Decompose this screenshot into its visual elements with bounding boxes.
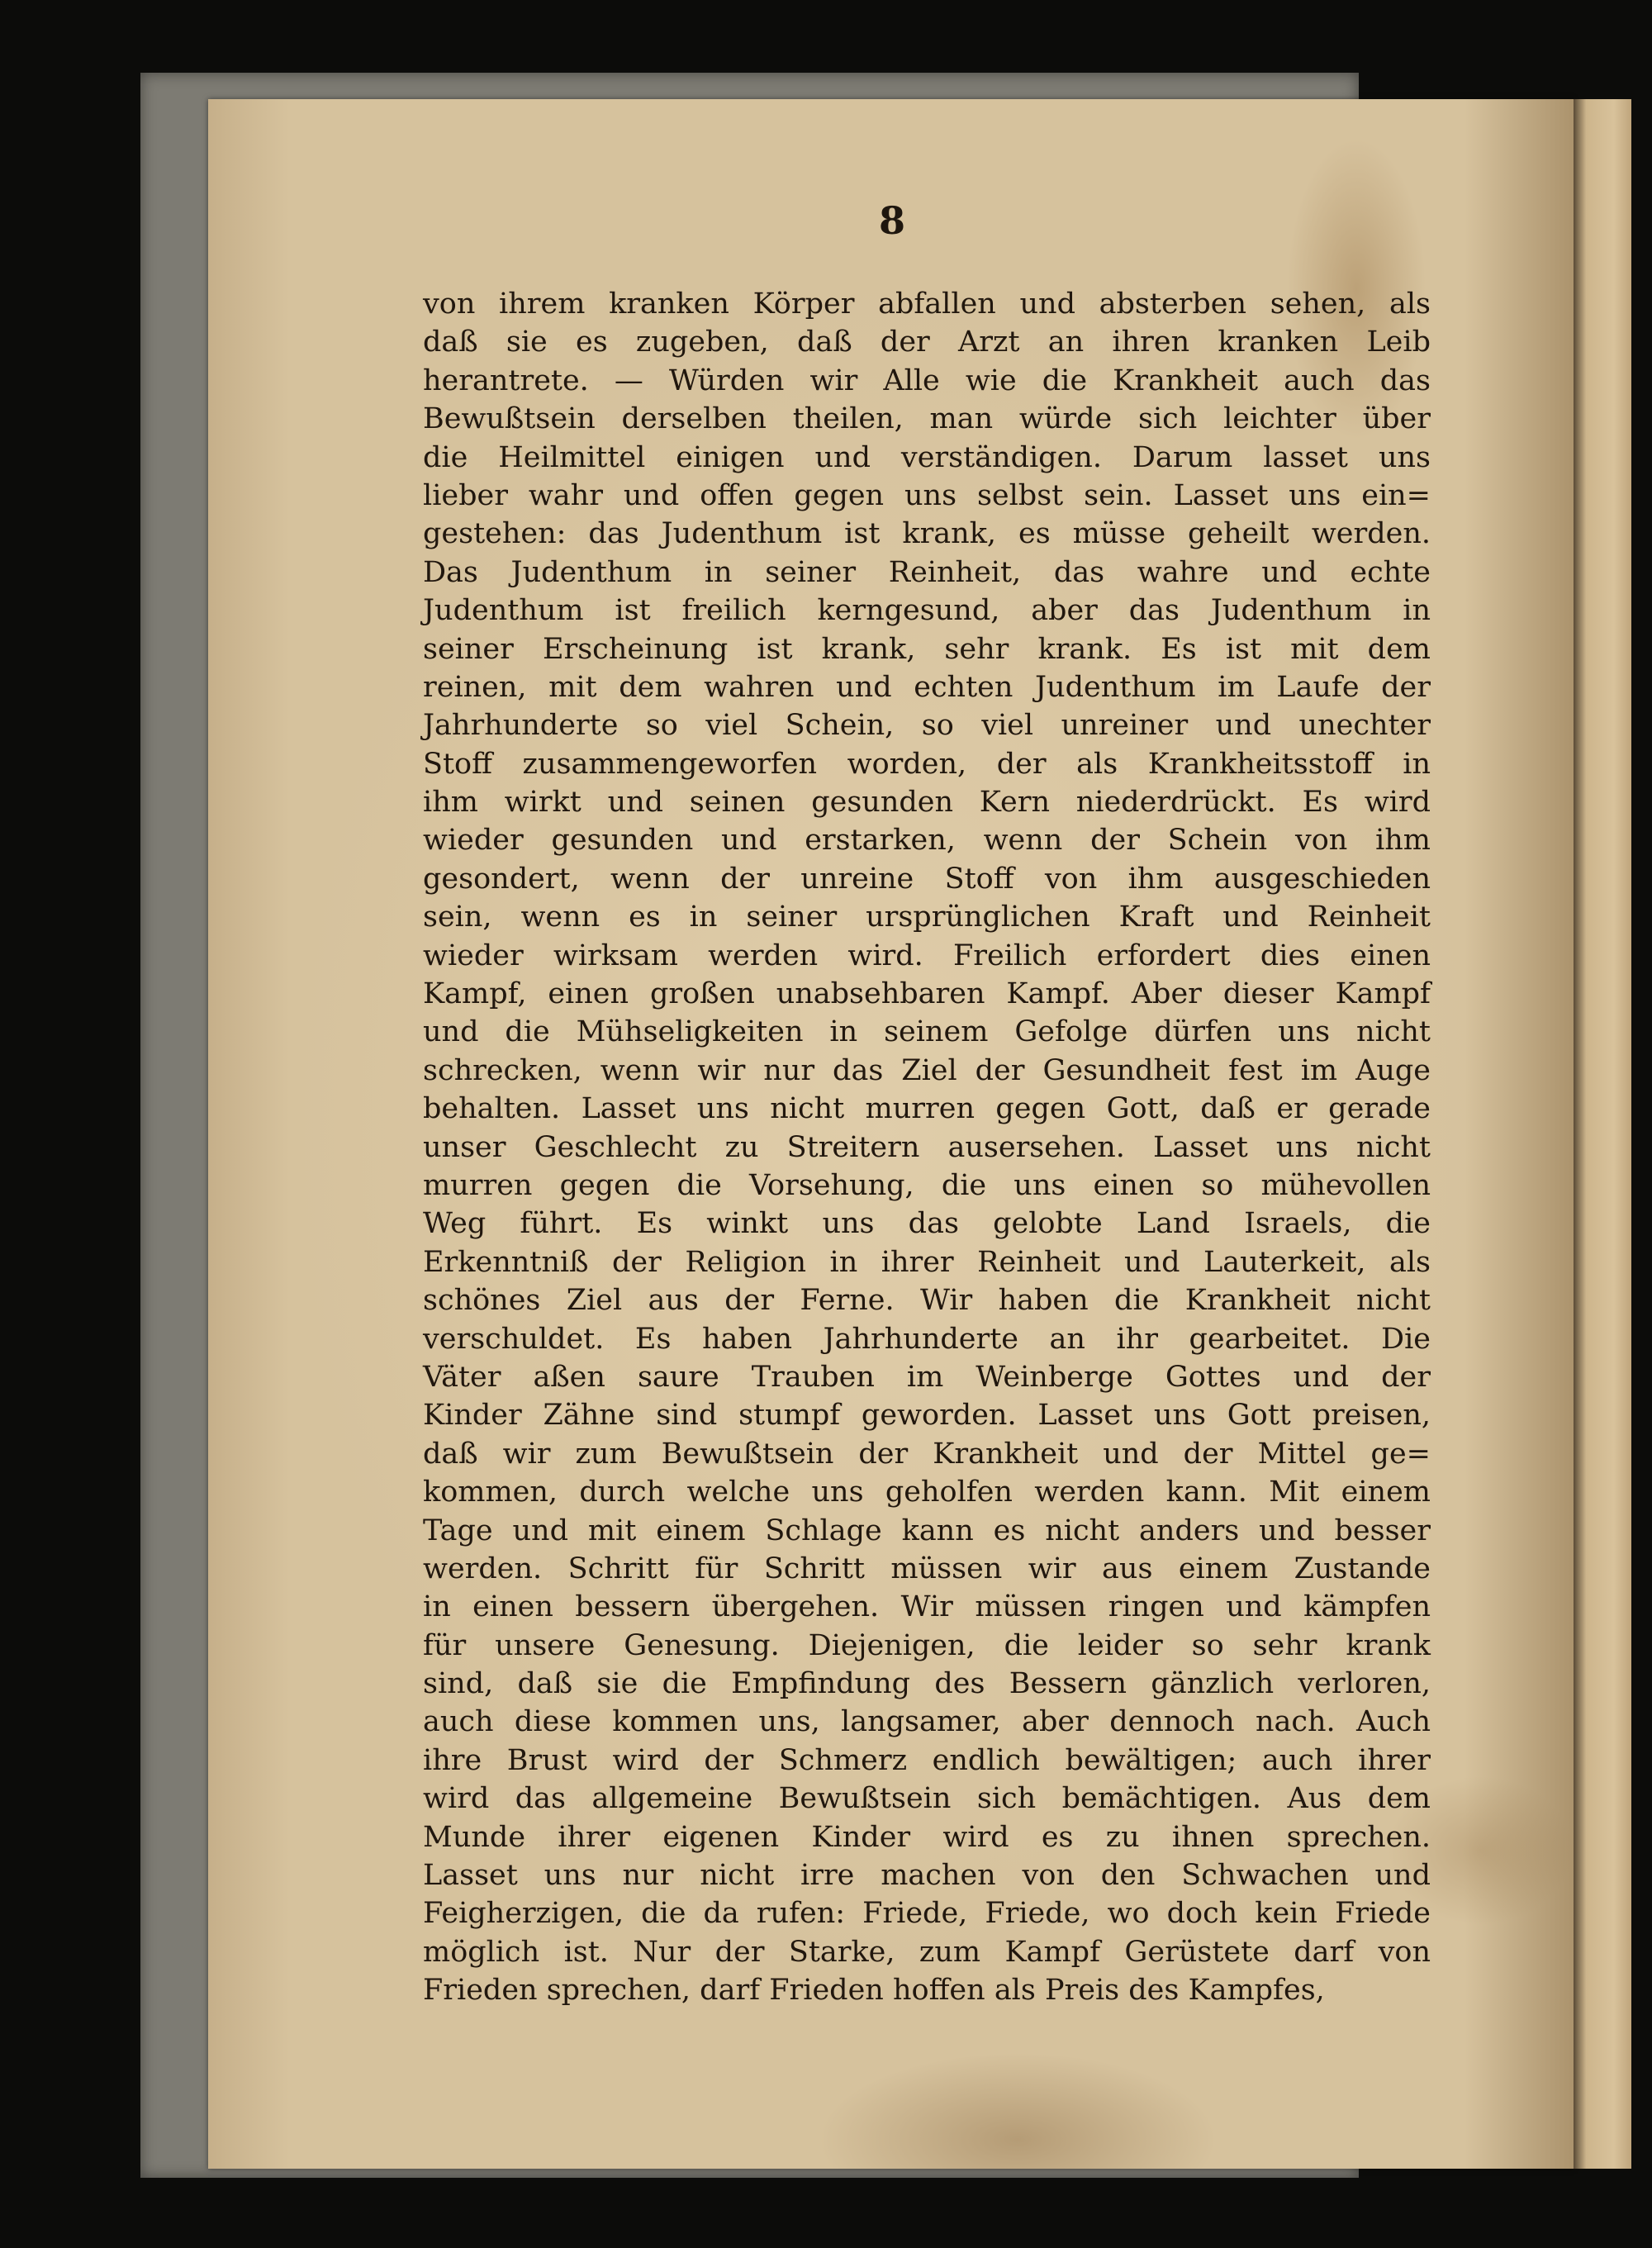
text-line: schrecken, wenn wir nur das Ziel der Gesundheit fest im Auge — [423, 1053, 1431, 1087]
text-line: daß sie es zugeben, daß der Arzt an ihren kranken Leib — [423, 326, 1431, 359]
text-line: daß wir zum Bewußtsein der Krankheit und der Mittel ge= — [423, 1437, 1431, 1471]
text-line: für unsere Genesung. Diejenigen, die leider so sehr krank — [423, 1628, 1431, 1662]
text-line: möglich ist. Nur der Starke, zum Kampf Gerüstete darf von — [423, 1935, 1431, 1969]
text-line: Erkenntniß der Religion in ihrer Reinheit und Lauterkeit, als — [423, 1245, 1431, 1279]
text-line: schönes Ziel aus der Ferne. Wir haben die Krankheit nicht — [423, 1284, 1431, 1318]
text-line: gestehen: das Judenthum ist krank, es müsse geheilt werden. — [423, 517, 1431, 551]
text-line: wieder wirksam werden wird. Freilich erfordert dies einen — [423, 939, 1431, 972]
text-line: lieber wahr und offen gegen uns selbst sein. Lasset uns ein= — [423, 478, 1431, 512]
facing-page-edge — [1574, 99, 1631, 2169]
text-line: von ihrem kranken Körper abfallen und absterben sehen, als — [423, 288, 1431, 321]
text-line: Munde ihrer eigenen Kinder wird es zu ihnen sprechen. — [423, 1820, 1431, 1854]
text-line: Judenthum ist freilich kerngesund, aber das Judenthum in — [423, 594, 1431, 628]
text-line: seiner Erscheinung ist krank, sehr krank. Es ist mit dem — [423, 632, 1431, 666]
text-line: herantrete. — Würden wir Alle wie die Krankheit auch das — [423, 364, 1431, 397]
body-text — [423, 285, 1431, 2045]
text-line: sind, daß sie die Empfindung des Bessern gänzlich verloren, — [423, 1667, 1431, 1701]
text-line: verschuldet. Es haben Jahrhunderte an ihr gearbeitet. Die — [423, 1322, 1431, 1356]
text-line: Tage und mit einem Schlage kann es nicht anders und besser — [423, 1514, 1431, 1547]
text-line: murren gegen die Vorsehung, die uns einen so mühevollen — [423, 1168, 1431, 1202]
text-line: Weg führt. Es winkt uns das gelobte Land Israels, die — [423, 1207, 1431, 1241]
text-line: wird das allgemeine Bewußtsein sich bemächtigen. Aus dem — [423, 1782, 1431, 1816]
text-line: Das Judenthum in seiner Reinheit, das wahre und echte — [423, 555, 1431, 589]
text-line: Väter aßen saure Trauben im Weinberge Gottes und der — [423, 1360, 1431, 1394]
text-line: gesondert, wenn der unreine Stoff von ihm ausgeschieden — [423, 862, 1431, 896]
text-line: wieder gesunden und erstarken, wenn der Schein von ihm — [423, 824, 1431, 858]
page-number: 8 — [878, 198, 905, 243]
text-line: Kinder Zähne sind stumpf geworden. Lasset uns Gott preisen, — [423, 1399, 1431, 1433]
text-line: unser Geschlecht zu Streitern ausersehen. Lasset uns nicht — [423, 1130, 1431, 1164]
text-line: sein, wenn es in seiner ursprünglichen Kraft und Reinheit — [423, 901, 1431, 934]
text-line: Stoff zusammengeworfen worden, der als Krankheitsstoff in — [423, 747, 1431, 781]
text-line: behalten. Lasset uns nicht murren gegen Gott, daß er gerade — [423, 1092, 1431, 1126]
text-line: kommen, durch welche uns geholfen werden kann. Mit einem — [423, 1476, 1431, 1509]
text-line: Jahrhunderte so viel Schein, so viel unreiner und unechter — [423, 709, 1431, 743]
text-line: Frieden sprechen, darf Frieden hoffen als Preis des Kampfes, — [423, 1974, 1325, 2008]
text-line: Kampf, einen großen unabsehbaren Kampf. Aber dieser Kampf — [423, 977, 1431, 1011]
text-line: Bewußtsein derselben theilen, man würde sich leichter über — [423, 402, 1431, 436]
text-line: Lasset uns nur nicht irre machen von den Schwachen und — [423, 1859, 1431, 1893]
text-line: in einen bessern übergehen. Wir müssen ringen und kämpfen — [423, 1590, 1431, 1624]
text-line: ihm wirkt und seinen gesunden Kern niederdrückt. Es wird — [423, 786, 1431, 820]
text-line: auch diese kommen uns, langsamer, aber dennoch nach. Auch — [423, 1705, 1431, 1739]
text-line: ihre Brust wird der Schmerz endlich bewältigen; auch ihrer — [423, 1743, 1431, 1777]
text-line: werden. Schritt für Schritt müssen wir aus einem Zustande — [423, 1552, 1431, 1585]
text-line: reinen, mit dem wahren und echten Judenthum im Laufe der — [423, 670, 1431, 704]
text-line: die Heilmittel einigen und verständigen. Darum lasset uns — [423, 440, 1431, 474]
text-line: und die Mühseligkeiten in seinem Gefolge dürfen uns nicht — [423, 1015, 1431, 1049]
text-line: Feigherzigen, die da rufen: Friede, Friede, wo doch kein Friede — [423, 1897, 1431, 1931]
